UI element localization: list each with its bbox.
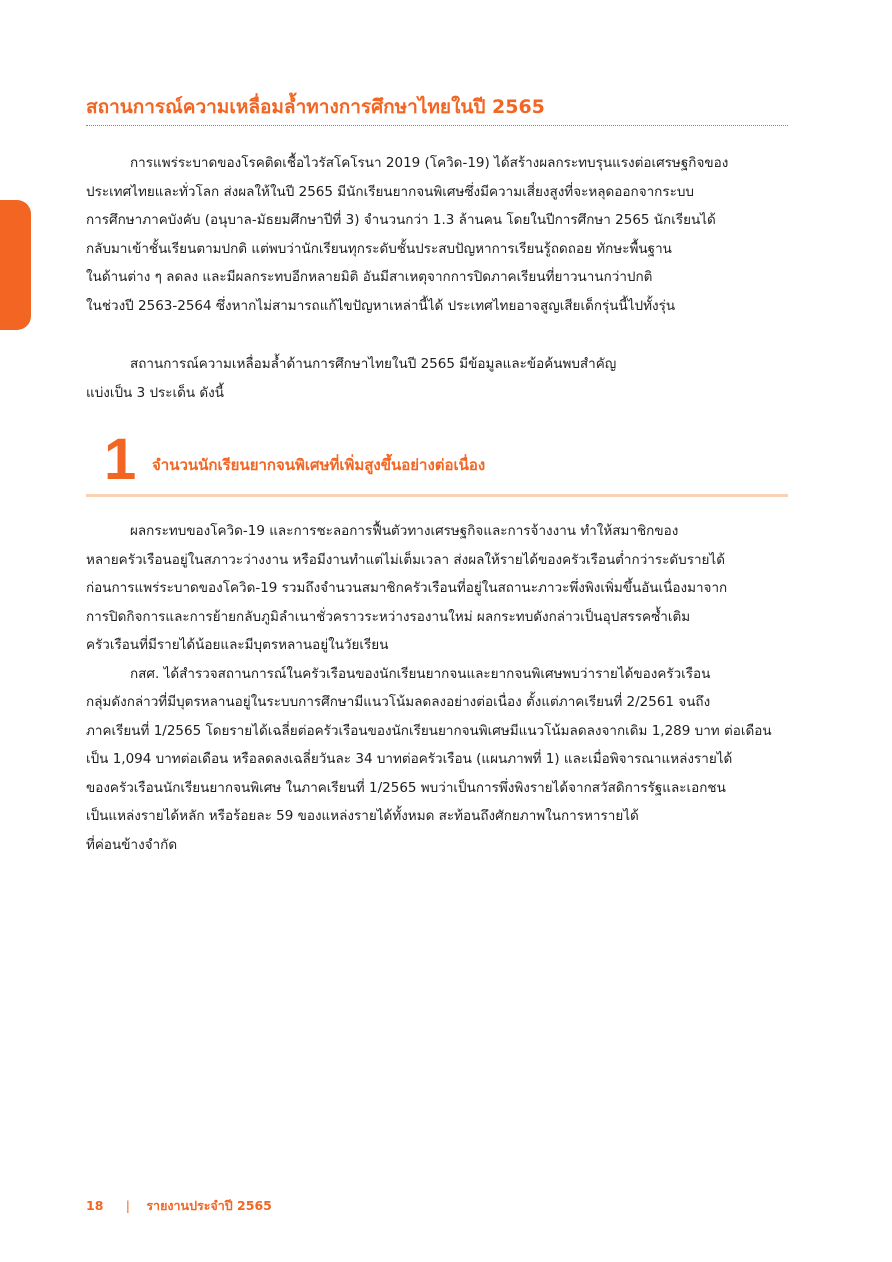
intro-paragraph [86,149,788,320]
paragraph-line: การแพร่ระบาดของโรคติดเชื้อไวรัสโคโรนา 2019 (โควิด-19) ได้สร้างผลกระทบรุนแรงต่อเศรษฐกิจของ [130,155,729,171]
paragraph-line: ภาคเรียนที่ 1/2565 โดยรายได้เฉลี่ยต่อครัวเรือนของนักเรียนยากจนพิเศษมีแนวโน้มลดลงจากเดิม 1,289 บาท ต่อเดือน [86,722,772,739]
paragraph-line: กสศ. ได้สำรวจสถานการณ์ในครัวเรือนของนักเรียนยากจนและยากจนพิเศษพบว่ารายได้ของครัวเรือน [130,665,711,682]
section-number: 1 [104,427,137,492]
page-footer [86,1196,272,1216]
paragraph-line: สถานการณ์ความเหลื่อมล้ำด้านการศึกษาไทยในปี 2565 มีข้อมูลและข้อค้นพบสำคัญ [130,356,617,372]
paragraph-line: เป็นแหล่งรายได้หลัก หรือร้อยละ 59 ของแหล่งรายได้ทั้งหมด สะท้อนถึงศักยภาพในการหารายได้ [86,808,639,824]
section-heading: จำนวนนักเรียนยากจนพิเศษที่เพิ่มสูงขึ้นอย่างต่อเนื่อง [152,456,486,474]
side-tab-marker [0,200,31,330]
page-title: สถานการณ์ความเหลื่อมล้ำทางการศึกษาไทยในปี 2565 [86,96,545,118]
paragraph-line: เป็น 1,094 บาทต่อเดือน หรือลดลงเฉลี่ยวันละ 34 บาทต่อครัวเรือน (แผนภาพที่ 1) และเมื่อพิจารณาแหล่งรายได้ [86,751,733,767]
summary-paragraph [86,350,788,407]
paragraph-line: กลุ่มดังกล่าวที่มีบุตรหลานอยู่ในระบบการศึกษามีแนวโน้มลดลงอย่างต่อเนื่อง ตั้งแต่ภาคเรียนที่ 2/2561 จนถึง [86,694,711,710]
paragraph-line: ของครัวเรือนนักเรียนยากจนพิเศษ ในภาคเรียนที่ 1/2565 พบว่าเป็นการพึ่งพิงรายได้จากสวัสดิการรัฐและเอกชน [86,779,726,796]
paragraph-line: ครัวเรือนที่มีรายได้น้อยและมีบุตรหลานอยู่ในวัยเรียน [86,637,389,653]
footer-separator: | [125,1198,130,1213]
paragraph-line: การศึกษาภาคบังคับ (อนุบาล-มัธยมศึกษาปีที่ 3) จำนวนกว่า 1.3 ล้านคน โดยในปีการศึกษา 2565 นักเรียนได้ [86,212,716,228]
paragraph-line: ในด้านต่าง ๆ ลดลง และมีผลกระทบอีกหลายมิติ อันมีสาเหตุจากการปิดภาคเรียนที่ยาวนานกว่าปกติ [86,269,653,285]
paragraph-line: กลับมาเข้าชั้นเรียนตามปกติ แต่พบว่านักเรียนทุกระดับชั้นประสบปัญหาการเรียนรู้ถดถอย ทักษะพื้นฐาน [86,240,672,257]
paragraph-line: ก่อนการแพร่ระบาดของโควิด-19 รวมถึงจำนวนสมาชิกครัวเรือนที่อยู่ในสถานะภาวะพึ่งพิงเพิ่มขึ้นอันเนื่องมาจาก [86,580,728,596]
paragraph-line: การปิดกิจการและการย้ายกลับภูมิลำเนาชั่วคราวระหว่างรองานใหม่ ผลกระทบดังกล่าวเป็นอุปสรรคซ้ำเติม [86,608,691,625]
paragraph-line: แบ่งเป็น 3 ประเด็น ดังนี้ [86,384,225,401]
paragraph-line: ในช่วงปี 2563-2564 ซึ่งหากไม่สามารถแก้ไขปัญหาเหล่านี้ได้ ประเทศไทยอาจสูญเสียเด็กรุ่นนี้ไปทั้งรุ่น [86,297,676,314]
paragraph-line: ที่ค่อนข้างจำกัด [86,836,178,853]
section-body [86,517,788,859]
section-divider [86,494,788,497]
report-name: รายงานประจำปี 2565 [146,1198,272,1213]
paragraph-line: หลายครัวเรือนอยู่ในสภาวะว่างงาน หรือมีงานทำแต่ไม่เต็มเวลา ส่งผลให้รายได้ของครัวเรือนต่ำกว่าระดับรายได้ [86,551,725,568]
paragraph-line: ผลกระทบของโควิด-19 และการชะลอการฟื้นตัวทางเศรษฐกิจและการจ้างงาน ทำให้สมาชิกของ [130,523,679,539]
title-divider [86,125,788,126]
paragraph-line: ประเทศไทยและทั่วโลก ส่งผลให้ในปี 2565 มีนักเรียนยากจนพิเศษซึ่งมีความเสี่ยงสูงที่จะหลุดออกจากระบบ [86,183,694,200]
page-number: 18 [86,1198,104,1213]
